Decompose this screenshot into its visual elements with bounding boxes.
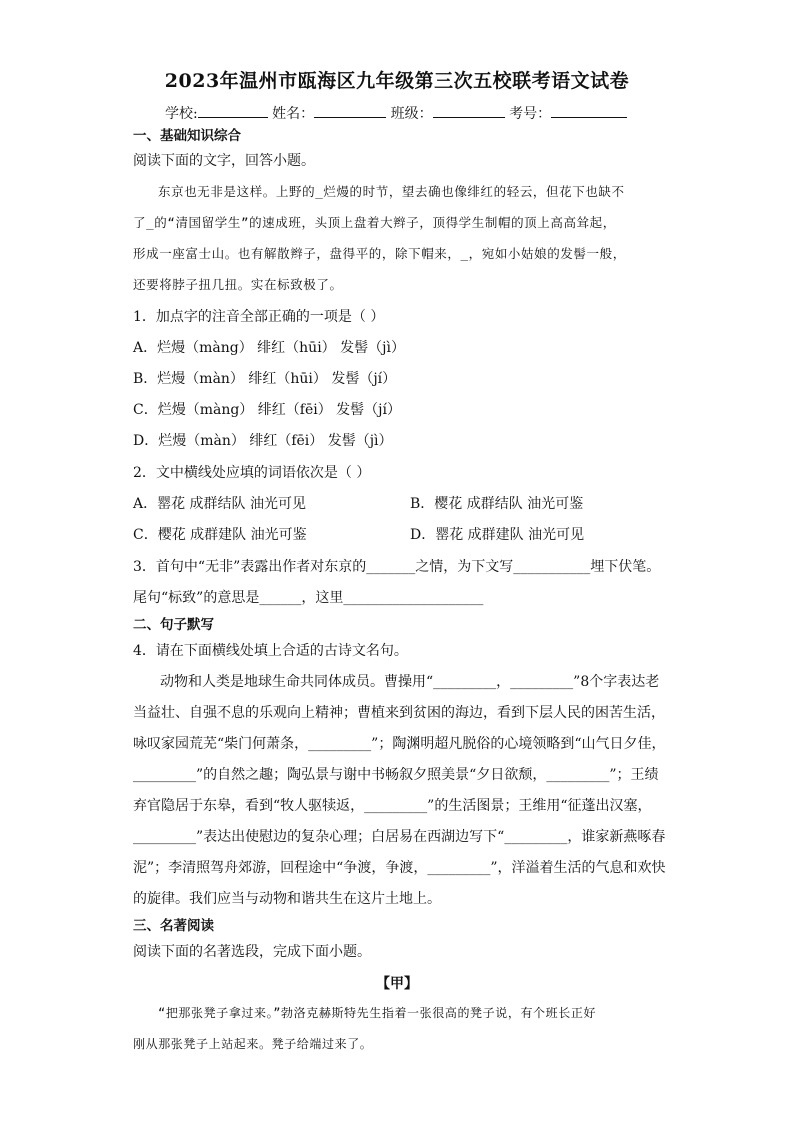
section1-heading: 一、基础知识综合 [133,128,241,144]
question-2: 2．文中横线处应填的词语依次是（ ） [133,465,371,481]
q2-option-b: B．樱花 成群结队 油光可鉴 [410,496,584,512]
question-3-line1: 3．首句中“无非”表露出作者对东京的_______之情，为下文写___________埋下伏笔。 [133,559,661,575]
exam-no-blank [551,105,627,118]
poem-fill-line: _________”的自然之趣；陶弘景与谢中书畅叙夕照美景“夕日欲颓，_________”；王绩 [133,767,659,783]
q1-option-d: D．烂熳（màn） 绯红（fēi） 发髻（jì） [133,433,393,449]
q2-option-a: A．罂花 成群结队 油光可见 [133,496,307,512]
excerpt-label-jia: 【甲】 [376,976,418,992]
section3-heading: 三、名著阅读 [133,918,214,934]
class-label: 班级： [390,106,433,122]
class-blank [433,105,505,118]
passage-line: 还要将脖子扭几扭。实在标致极了。 [133,277,343,292]
q1-option-a: A．烂熳（màng） 绯红（hūi） 发髻（jì） [133,340,405,356]
poem-fill-line: 当益壮、自强不息的乐观向上精神；曹植来到贫困的海边，看到下层人民的困苦生活， [133,705,665,721]
q1-option-c: C．烂熳（màng） 绯红（fēi） 发髻（jí） [133,402,401,418]
student-info-row [165,103,627,123]
poem-fill-line: 咏叹家园荒芜“柴门何萧条，_________”；陶渊明超凡脱俗的心境领略到“山气日夕佳， [133,736,666,752]
name-label: 姓名： [272,106,315,122]
excerpt-line: 刚从那张凳子上站起来。凳子给端过来了。 [133,1037,373,1051]
poem-fill-line: 泥”；李清照驾舟郊游，回程途中“争渡，争渡，_________”，洋溢着生活的气息和欢快 [133,860,666,876]
school-label: 学校: [165,106,198,122]
exam-no-label: 考号： [509,106,552,122]
question-4: 4．请在下面横线处填上合适的古诗文名句。 [133,643,408,659]
question-3-line2: 尾句“标致”的意思是______，这里____________________ [133,590,484,606]
question-1: 1．加点字的注音全部正确的一项是（ ） [133,309,385,325]
poem-fill-line: 的旋律。我们应当与动物和谐共生在这片土地上。 [133,891,441,907]
section1-intro: 阅读下面的文字，回答小题。 [133,153,315,169]
q1-option-b: B．烂熳（màn） 绯红（hūi） 发髻（jí） [133,371,397,387]
page-title: 2023年温州市瓯海区九年级第三次五校联考语文试卷 [164,70,630,92]
poem-fill-line: 弃官隐居于东皋，看到“牧人驱犊返，_________”的生活图景；王维用“征蓬出汉塞， [133,798,652,814]
q2-option-c: C．樱花 成群建队 油光可鉴 [133,527,307,543]
poem-fill-line: _________”表达出使慰边的复杂心理；白居易在西湖边写下“_________，谁家新燕啄春 [133,829,666,845]
passage-line: 形成一座富士山。也有解散辫子，盘得平的，除下帽来，_，宛如小姑娘的发髻一般， [133,246,626,261]
passage-line: 东京也无非是这样。上野的_烂熳的时节，望去确也像绯红的轻云，但花下也缺不 [158,184,625,199]
poem-fill-line: 动物和人类是地球生命共同体成员。曹操用“_________，_________”8个字表达老 [160,674,660,690]
school-blank [198,105,268,118]
passage-line: 了_的“清国留学生”的速成班，头顶上盘着大辫子，顶得学生制帽的顶上高高耸起， [133,215,616,230]
excerpt-line: “把那张凳子拿过来。”勃洛克赫斯特先生指着一张很高的凳子说，有个班长正好 [158,1006,597,1020]
section3-intro: 阅读下面的名著选段，完成下面小题。 [133,944,371,960]
q2-option-d: D．罂花 成群建队 油光可见 [410,527,585,543]
name-blank [314,105,386,118]
section2-heading: 二、句子默写 [133,617,214,633]
